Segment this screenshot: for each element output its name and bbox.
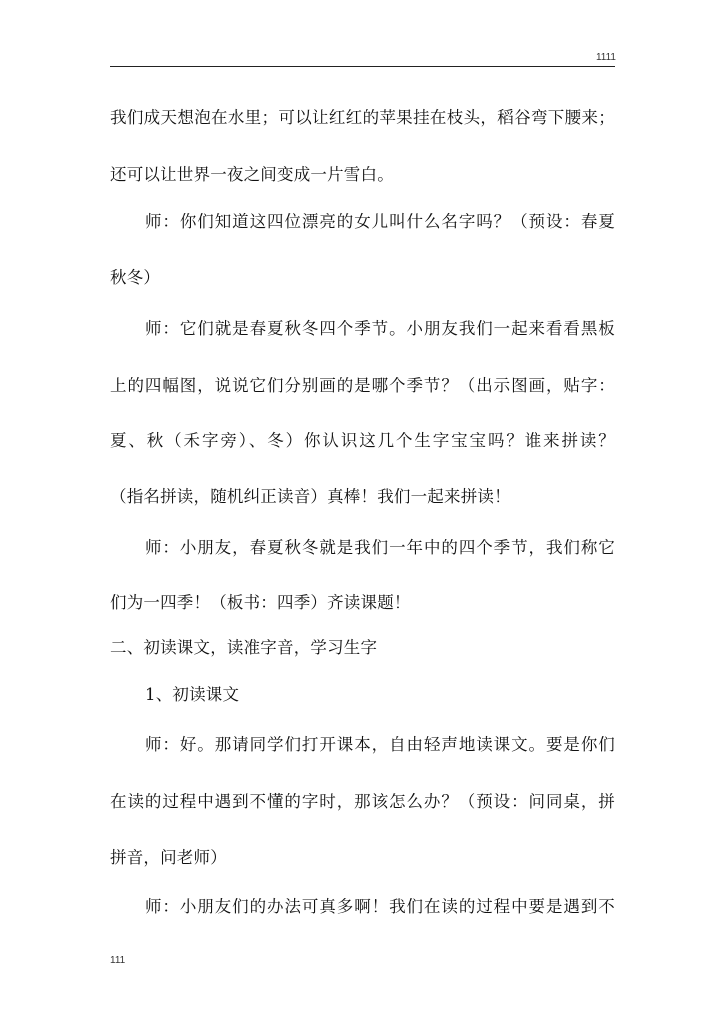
text-line: 师：好。那请同学们打开课本，自由轻声地读课文。要是你们 [145, 735, 615, 754]
text-line: 师：它们就是春夏秋冬四个季节。小朋友我们一起来看看黑板 [145, 319, 615, 338]
text-line: 们为一四季！（板书：四季）齐读课题！ [110, 593, 411, 612]
text-line: 师：小朋友们的办法可真多啊！我们在读的过程中要是遇到不 [145, 897, 615, 916]
text-line: （指名拼读，随机纠正读音）真棒！我们一起来拼读！ [110, 487, 511, 506]
text-line: 上的四幅图，说说它们分别画的是哪个季节？（出示图画，贴字： [110, 376, 615, 395]
header-divider [110, 66, 615, 67]
text-line: 在读的过程中遇到不懂的字时，那该怎么办？（预设：问同桌，拼 [110, 792, 615, 811]
footer-page-number: 111 [110, 955, 126, 966]
section-heading: 二、初读课文，读准字音，学习生字 [110, 638, 378, 657]
subsection-heading: 1、初读课文 [145, 685, 240, 704]
text-line: 秋冬） [110, 268, 161, 287]
text-line: 师：你们知道这四位漂亮的女儿叫什么名字吗？（预设：春夏 [145, 212, 615, 231]
text-line: 拼音，问老师） [110, 848, 227, 867]
text-line: 还可以让世界一夜之间变成一片雪白。 [110, 165, 394, 184]
text-line: 我们成天想泡在水里；可以让红红的苹果挂在枝头，稻谷弯下腰来； [110, 108, 615, 127]
text-line: 师：小朋友，春夏秋冬就是我们一年中的四个季节，我们称它 [145, 538, 615, 557]
header-page-number: 1111 [595, 52, 616, 63]
text-line: 夏、秋（禾字旁）、冬）你认识这几个生字宝宝吗？谁来拼读？ [110, 431, 615, 450]
